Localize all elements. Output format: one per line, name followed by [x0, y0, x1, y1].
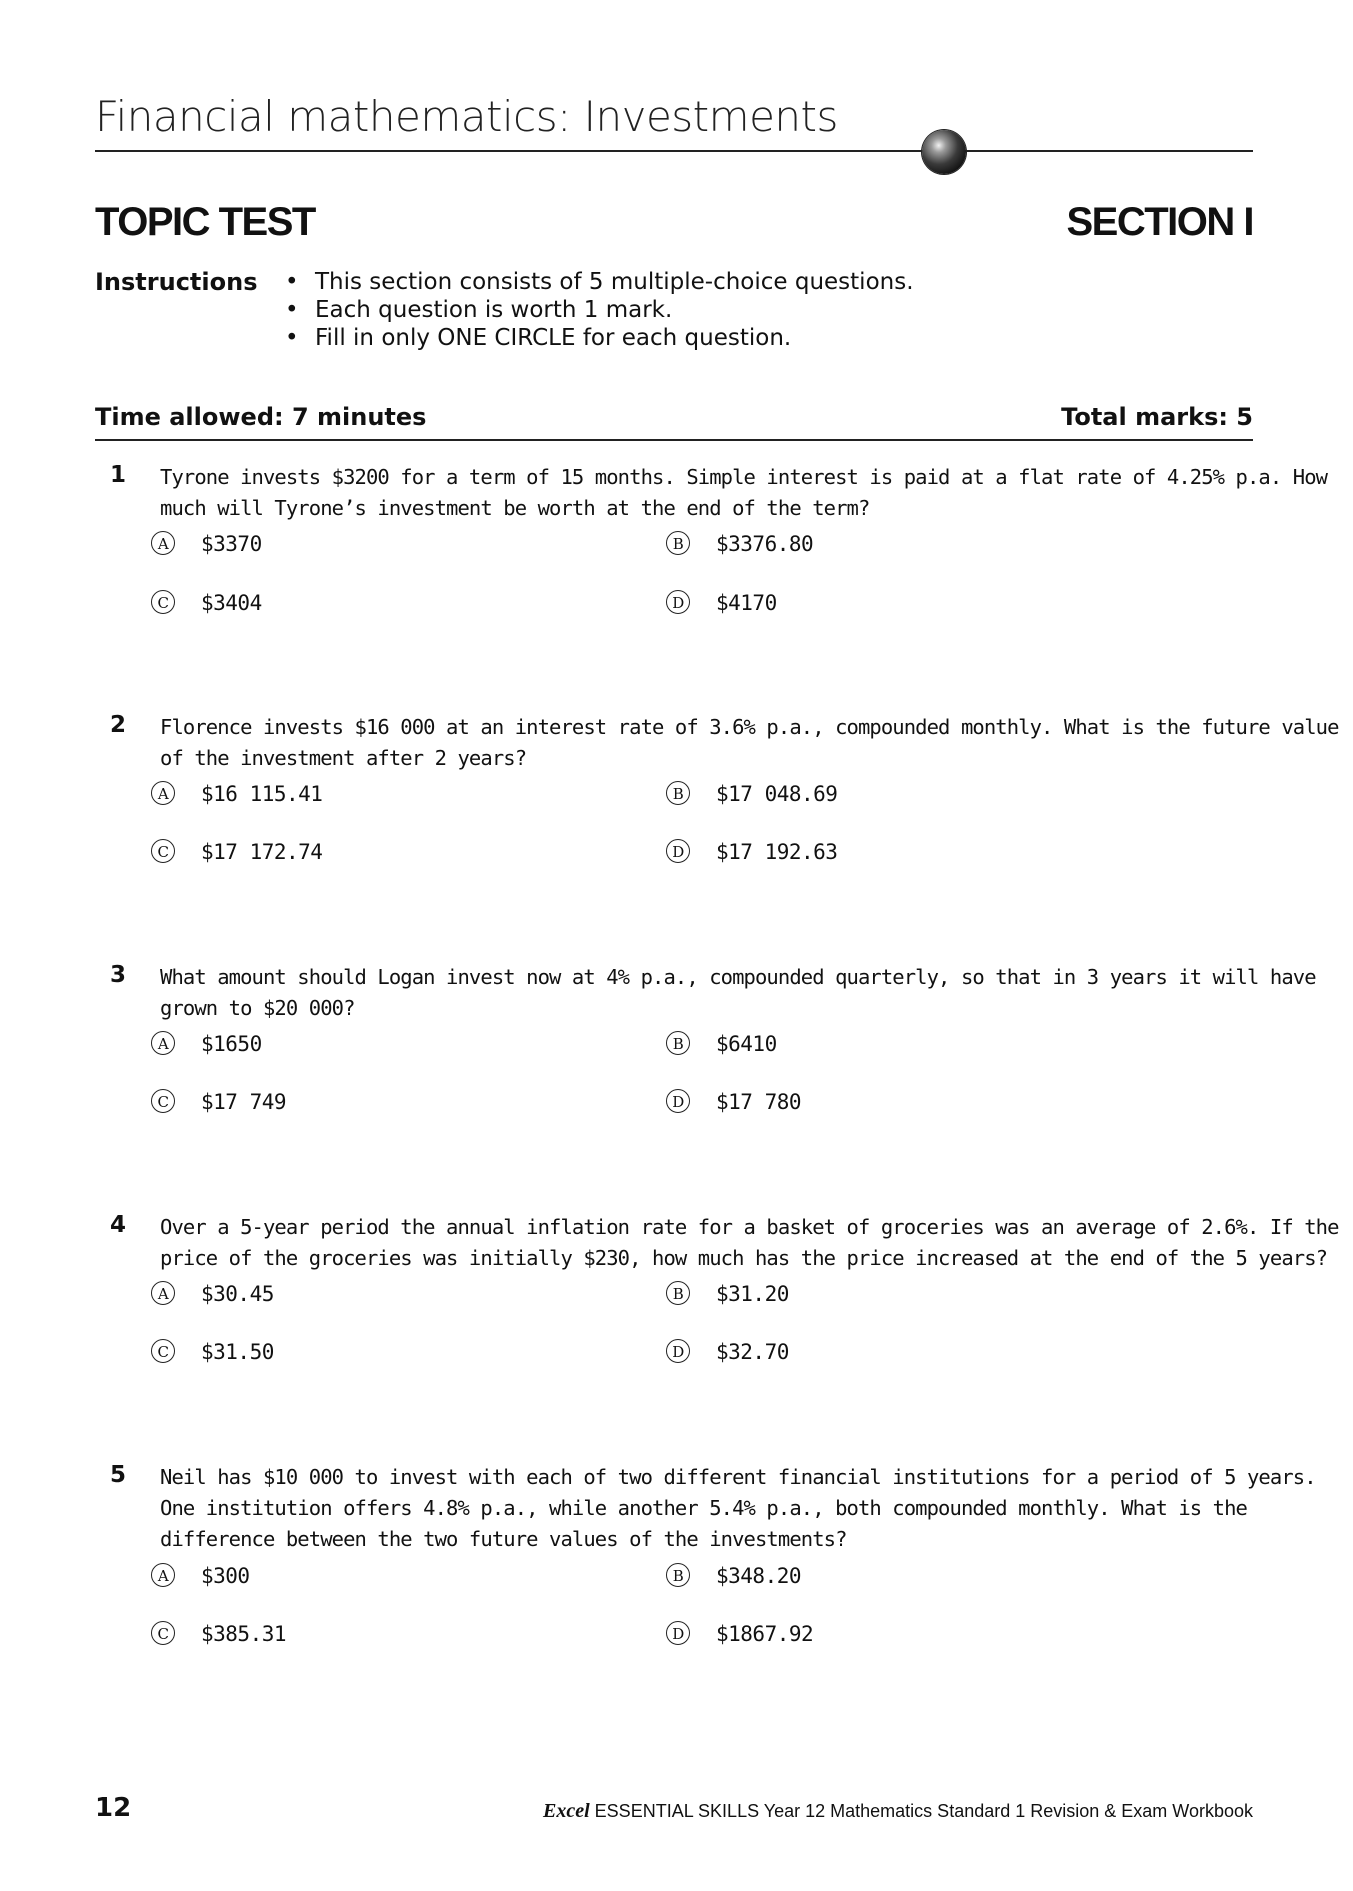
time-allowed: Time allowed: 7 minutes	[95, 403, 427, 431]
worksheet-page	[95, 0, 1339, 1891]
option-value: $32.70	[716, 1340, 789, 1364]
instruction-item: • This section consists of 5 multiple-choice questions.	[285, 269, 914, 295]
option-value: $1867.92	[716, 1622, 814, 1646]
question-text: Over a 5-year period the annual inflation rate for a basket of groceries was an average of 2.6%. If the price of the groceries was initially $230, how much has the price increased at the end of the 5 years?	[160, 1215, 1339, 1270]
answer-circle-icon[interactable]: B	[666, 1281, 690, 1305]
option-value: $1650	[201, 1032, 262, 1056]
question-text: Tyrone invests $3200 for a term of 15 months. Simple interest is paid at a flat rate of 4.25% p.a. How much will Tyrone’s investment be worth at the end of the term?	[160, 465, 1328, 520]
answer-circle-icon[interactable]: B	[666, 1563, 690, 1587]
option-value: $31.20	[716, 1282, 789, 1306]
instructions-list	[285, 268, 914, 352]
total-marks: Total marks: 5	[1061, 403, 1253, 431]
book-title-text: ESSENTIAL SKILLS Year 12 Mathematics Standard 1 Revision & Exam Workbook	[589, 1801, 1253, 1821]
option-value: $3404	[201, 591, 262, 615]
option-value: $17 749	[201, 1090, 287, 1114]
bullet-icon: •	[285, 297, 299, 323]
option-value: $17 048.69	[716, 782, 838, 806]
answer-circle-icon[interactable]: D	[666, 839, 690, 863]
question-number: 2	[110, 712, 127, 738]
answer-circle-icon[interactable]: C	[151, 590, 175, 614]
answer-circle-icon[interactable]: A	[151, 781, 175, 805]
answer-circle-icon[interactable]: A	[151, 531, 175, 555]
answer-circle-icon[interactable]: A	[151, 1563, 175, 1587]
meta-divider	[95, 439, 1253, 441]
page-footer	[95, 1793, 1253, 1833]
answer-circle-icon[interactable]: D	[666, 1089, 690, 1113]
option-value: $17 192.63	[716, 840, 838, 864]
brand-name: Excel	[543, 1800, 590, 1822]
sphere-ornament-icon	[922, 130, 966, 174]
option-value: $17 172.74	[201, 840, 323, 864]
option-value: $6410	[716, 1032, 777, 1056]
answer-circle-icon[interactable]: B	[666, 531, 690, 555]
answer-circle-icon[interactable]: C	[151, 1339, 175, 1363]
section-label: SECTION I	[1066, 200, 1253, 244]
answer-circle-icon[interactable]: C	[151, 1621, 175, 1645]
section-heading-row	[95, 200, 1253, 252]
topic-test-heading: TOPIC TEST	[95, 200, 315, 244]
answer-circle-icon[interactable]: C	[151, 839, 175, 863]
answer-circle-icon[interactable]: D	[666, 1621, 690, 1645]
option-value: $3370	[201, 532, 262, 556]
answer-circle-icon[interactable]: C	[151, 1089, 175, 1113]
instruction-item: • Fill in only ONE CIRCLE for each question.	[285, 325, 792, 351]
answer-circle-icon[interactable]: A	[151, 1281, 175, 1305]
option-value: $17 780	[716, 1090, 802, 1114]
instructions-label: Instructions	[95, 268, 258, 296]
question-number: 5	[110, 1462, 127, 1488]
option-value: $300	[201, 1564, 250, 1588]
question-number: 1	[110, 462, 127, 488]
answer-circle-icon[interactable]: B	[666, 781, 690, 805]
option-value: $385.31	[201, 1622, 287, 1646]
header-divider	[95, 150, 1253, 152]
option-value: $31.50	[201, 1340, 274, 1364]
book-title	[543, 1800, 1253, 1823]
option-value: $30.45	[201, 1282, 274, 1306]
option-value: $16 115.41	[201, 782, 323, 806]
question-text: What amount should Logan invest now at 4% p.a., compounded quarterly, so that in 3 years it will have grown to $20 000?	[160, 965, 1316, 1020]
option-value: $4170	[716, 591, 777, 615]
answer-circle-icon[interactable]: D	[666, 1339, 690, 1363]
bullet-icon: •	[285, 269, 299, 295]
answer-circle-icon[interactable]: D	[666, 590, 690, 614]
test-meta-row	[95, 403, 1253, 439]
page-number: 12	[95, 1793, 132, 1823]
option-value: $3376.80	[716, 532, 814, 556]
question-text: Neil has $10 000 to invest with each of two different financial institutions for a period of 5 years. One institution offers 4.8% p.a., while another 5.4% p.a., both compounded monthly. What is the difference between the two future values of the investments?	[160, 1465, 1316, 1551]
question-number: 3	[110, 962, 127, 988]
topic-title: Financial mathematics: Investments	[95, 92, 838, 141]
answer-circle-icon[interactable]: A	[151, 1031, 175, 1055]
question-text: Florence invests $16 000 at an interest rate of 3.6% p.a., compounded monthly. What is the future value of the investment after 2 years?	[160, 715, 1339, 770]
option-value: $348.20	[716, 1564, 802, 1588]
instruction-item: • Each question is worth 1 mark.	[285, 297, 673, 323]
answer-circle-icon[interactable]: B	[666, 1031, 690, 1055]
question-number: 4	[110, 1212, 127, 1238]
bullet-icon: •	[285, 325, 299, 351]
